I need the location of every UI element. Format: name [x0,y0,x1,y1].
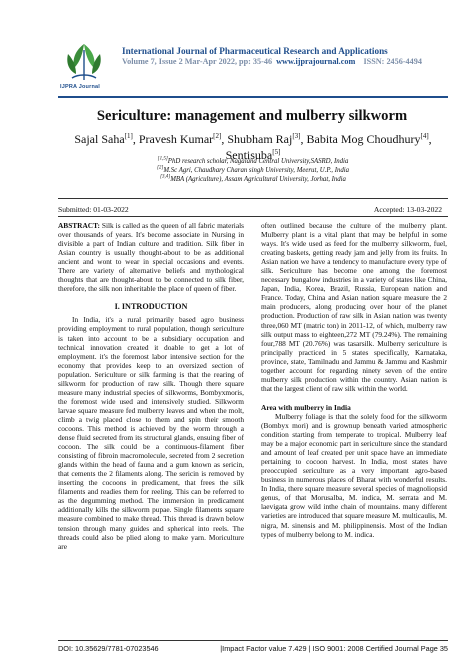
affiliation-mark: [1,5] [157,156,168,162]
journal-logo [58,40,110,94]
section-heading-introduction: I. INTRODUCTION [114,302,188,312]
paragraph: often outlined because the culture of the mulberry plant. Mulberry plant is a vital plant that may be helpful in some ways. It's wide used as feed for the mulberry silkworm, fuel, creating baskets, getting ready jam and jelly from its fruits. In Asian nation we have a tendency to manufacture every type of silk. Sericulture has become one among the foremost necessary bungalow industries in a variety of states like China, Japan, India, Korea, Brazil, Russia, European nation and France. Today, China and Asian nation square measure the 2 main producers, along producing over hour of the planet production. Production of raw silk in Asian nation was twenty three,060 MT (matric ton) in 2011-12, of which, mulberry raw silk output mass to eighteen,272 MT (79.24%). The remaining four,788 MT (20.76%) was tasarsilk. Mulberry sericulture is principally practiced in 5 states specifically, Karnataka, province, state, Tamilnadu and Jammu & Jammu and Kashmir together account for regarding ninety seven of the entire mulberry silk production within the country. Asian nation is that the largest client of raw silk within the world. [261,221,447,393]
issn: ISSN: 2456-4494 [363,57,422,66]
author-ref: [4] [420,132,429,140]
affiliation-mark: [3,4] [160,174,171,180]
doi: DOI: 10.35629/7781-07023546 [58,644,159,653]
introduction-text: In India, it's a rural primarily based agro business providing employment to rural population, though sericulture is taken into account to be a subsidiary occupation and technical innovation created it doable to get a lot of employment. it's the foremost labor intensive section for the economy that provides keep to an oversized section of population. Sericulture or silk farming is that the rearing of silkworm for production of raw silk. Though there square measure many industrial species of silkworms, Bombyxmoris, the foremost wide used and intensively studied. Silkworm larvae square measure fed mulberry leaves and when the molt, climb a twig placed close to them and spin their smooth cocoons. This method is achieved by the worm through a dense fluid secreted from its structural glands, ensuing fiber of cocoon. The silk could be a continuous-filament fiber consisting of fibroin macromolecule, secreted from 2 secretion glands within the head of fauna and a gum known as sericin, that cements the 2 filaments along. The sericin is removed by inserting the cocoons in predicament, that frees the silk filaments and readies them for reeling. This can be referred to as the degumming method. The immersion in predicament additionally kills the silkworm pupae. Single filaments square measure combined to make thread. This thread is drawn below tension through many guides and spherical into reels. The threads could also be plied along to make yarn. Moriculture are [58,315,244,551]
header-divider [58,96,448,98]
submitted-date: Submitted: 01-03-2022 [58,205,129,214]
journal-meta [122,57,422,66]
journal-website-link[interactable]: www.ijprajournal.com [276,57,356,66]
divider [58,216,448,217]
author-ref: [3] [292,132,301,140]
right-column [261,221,447,539]
impact-factor: |Impact Factor value 7.429 [220,644,307,653]
footer-divider [58,640,448,641]
author-ref: [5] [272,148,281,156]
logo-label: IJPRA Journal [60,84,100,90]
affiliation-line [58,166,448,175]
affiliation-mark: [2] [156,165,164,171]
affiliations [58,157,448,184]
author-separator: , [428,132,432,146]
leaf-logo-icon [58,40,110,84]
subsection-heading-area: Area with mulberry in India [261,402,351,412]
iso-page: | ISO 9001: 2008 Certified Journal Page 35 [308,644,448,653]
left-column [58,221,244,551]
author: , Babita Mog Choudhury [300,132,421,146]
accepted-date: Accepted: 13-03-2022 [373,205,442,214]
journal-name: International Journal of Pharmaceutical Research and Applications [122,46,388,56]
journal-header [58,40,448,94]
abstract-label: ABSTRACT: [58,221,100,230]
affiliation-line [58,175,448,184]
abstract-text: Silk is called as the queen of all fabric materials over thousands of years. It's become associate in Nursing in divisible a part of Indian culture and tradition. Silk fiber in Asian country is usually thought-about to be as additional ancient and wont to wear in special occasions and events. There are variety of alternative beliefs and mythological thoughts that are thought-about to be connected to silk fiber, therefore, the silk non inheritable the place of queen of fiber. [58,221,244,294]
affiliation-line [58,157,448,166]
author-ref: [2] [213,132,222,140]
author: Sajal Saha [74,132,125,146]
affiliation-text: M.Sc Agri, Chaudhary Charan singh University, Meerut, U.P., India [163,167,350,174]
author: , Pravesh Kumar [132,132,214,146]
divider [58,198,448,199]
affiliation-text: MBA (Agriculture), Assam Agricultural University, Jorhat, India [170,176,346,183]
abstract [58,221,244,293]
author-ref: [1] [124,132,133,140]
article-title: Sericulture: management and mulberry silkworm [96,108,408,124]
footer-right [220,644,448,653]
author: Sentisuba [225,148,273,162]
author: , Shubham Raj [221,132,293,146]
affiliation-text: PhD research scholar, Nagaland Central University,SASRD, India [167,158,349,165]
volume-issue: Volume 7, Issue 2 Mar-Apr 2022, pp: 35-46 [122,57,273,66]
area-text: Mulberry foliage is that the solely food for the silkworm (Bombyx mori) and is grownup beneath varied atmospheric condition starting from temperate to tropical. Mulberry leaf may be a major economic part in sericulture since the standard and amount of leaf created per unit space have an immediate pertaining to cocoon harvest. In India, most states have preoccupied sericulture as a very important agro-based business in numerous places of Bharat with wonderful results. In India, there square measure several species of magnoliopsid genus, of that Morusalba, M. indica, M. serrata and M. laevigata grow wild inthe chain of mountains. many different varieties are introduced that square measure M. multicaulis, M. nigra, M. sinensis and M. philippinensis. Most of the Indian types of mulberry belong to M. indica. [261,411,447,539]
